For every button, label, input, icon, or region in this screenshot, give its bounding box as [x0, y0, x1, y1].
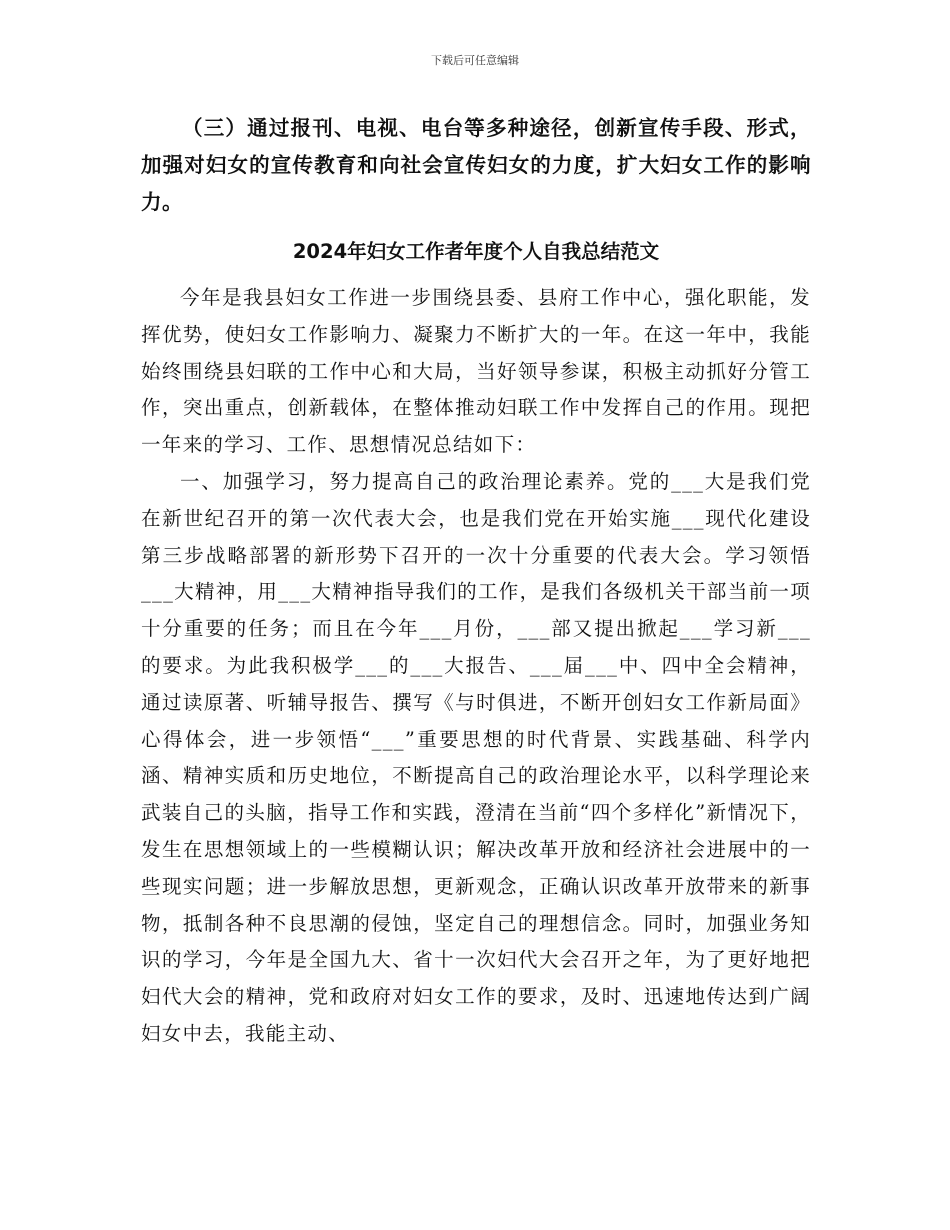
body-paragraph-intro: 今年是我县妇女工作进一步围绕县委、县府工作中心，强化职能，发挥优势，使妇女工作影响力、凝聚力不断扩大的一年。在这一年中，我能始终围绕县妇联的工作中心和大局，当好领导参谋，积极主动抓好分管工作，突出重点，创新载体，在整体推动妇联工作中发挥自己的作用。现把一年来的学习、工作、思想情况总结如下：: [141, 286, 811, 457]
document-body: [141, 110, 811, 1053]
header-note: 下载后可任意编辑: [431, 54, 519, 67]
body-paragraph-section-1: 一、加强学习，努力提高自己的政治理论素养。党的___大是我们党在新世纪召开的第一次代表大会，也是我们党在开始实施___现代化建设第三步战略部署的新形势下召开的一次十分重要的代表大会。学习领悟___大精神，用___大精神指导我们的工作，是我们各级机关干部当前一项十分重要的任务；而且在今年___月份，___部又提出掀起___学习新___的要求。为此我积极学___的___大报告、___届___中、四中全会精神，通过读原著、听辅导报告、撰写《与时俱进，不断开创妇女工作新局面》心得体会，进一步领悟“___”重要思想的时代背景、实践基础、科学内涵、精神实质和历史地位，不断提高自己的政治理论水平，以科学理论来武装自己的头脑，指导工作和实践，澄清在当前“四个多样化”新情况下，发生在思想领域上的一些模糊认识；解决改革开放和经济社会进展中的一些现实问题；进一步解放思想，更新观念，正确认识改革开放带来的新事物，抵制各种不良思潮的侵蚀，坚定自己的理想信念。同时，加强业务知识的学习，今年是全国九大、省十一次妇代大会召开之年，为了更好地把妇代大会的精神，党和政府对妇女工作的要求，及时、迅速地传达到广阔妇女中去，我能主动、: [141, 469, 811, 1045]
document-title: 2024年妇女工作者年度个人自我总结范文: [292, 240, 660, 263]
lead-paragraph: （三）通过报刊、电视、电台等多种途径，创新宣传手段、形式，加强对妇女的宣传教育和向社会宣传妇女的力度，扩大妇女工作的影响力。: [141, 116, 811, 214]
